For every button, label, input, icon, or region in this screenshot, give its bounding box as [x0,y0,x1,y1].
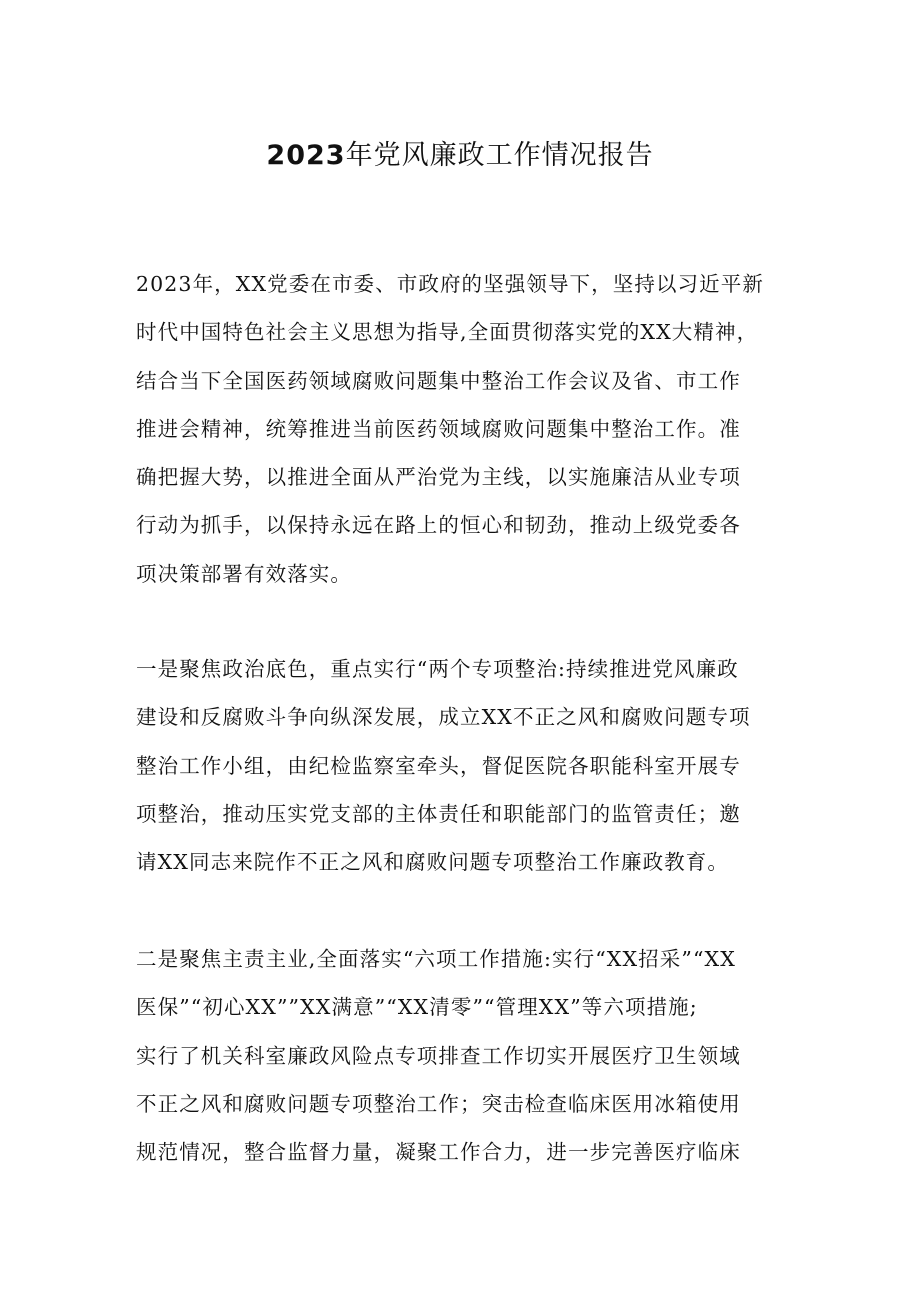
paragraph-line: 确把握大势，以推进全面从严治党为主线，以实施廉洁从业专项 [136,465,741,490]
paragraph-point-two [136,935,796,1176]
paragraph-line: 二是聚焦主责主业,全面落实“六项工作措施:实行“XX招采”“XX [136,947,736,971]
paragraph-line: 医保”“初心XX””XX满意”“XX清零”“管理XX”等六项措施; [136,995,698,1020]
paragraph-line: 不正之风和腐败问题专项整治工作；突击检查临床医用冰箱使用 [136,1091,741,1116]
paragraph-line: 结合当下全国医药领域腐败问题集中整治工作会议及省、市工作 [136,368,741,393]
paragraph-intro [136,260,796,598]
title-text: 年党风廉政工作情况报告 [345,140,654,171]
document-title [0,136,920,176]
paragraph-line: 请XX同志来院作不正之风和腐败问题专项整治工作廉政教育。 [136,850,729,875]
paragraph-line: 行动为抓手，以保持永远在路上的恒心和韧劲，推动上级党委各 [136,513,741,538]
paragraph-line: 建设和反腐败斗争向纵深发展，成立XX不正之风和腐败问题专项 [136,705,751,730]
paragraph-line: 项整治，推动压实党支部的主体责任和职能部门的监管责任；邀 [136,801,741,826]
title-year: 2023 [266,140,346,171]
paragraph-line: 规范情况，整合监督力量，凝聚工作合力，进一步完善医疗临床 [136,1140,741,1165]
paragraph-line: 推进会精神，统筹推进当前医药领域腐败问题集中整治工作。准 [136,416,741,441]
paragraph-line: 项决策部署有效落实。 [136,561,352,586]
paragraph-line: 一是聚焦政治底色，重点实行“两个专项整治:持续推进党风廉政 [136,657,739,681]
paragraph-line: 整治工作小组，由纪检监察室牵头，督促医院各职能科室开展专 [136,753,741,778]
paragraph-line: 时代中国特色社会主义思想为指导,全面贯彻落实党的XX大精神， [136,320,759,345]
paragraph-line: 2023年，XX党委在市委、市政府的坚强领导下，坚持以习近平新 [136,272,764,296]
paragraph-line: 实行了机关科室廉政风险点专项排查工作切实开展医疗卫生领域 [136,1043,741,1068]
paragraph-point-one [136,645,796,886]
